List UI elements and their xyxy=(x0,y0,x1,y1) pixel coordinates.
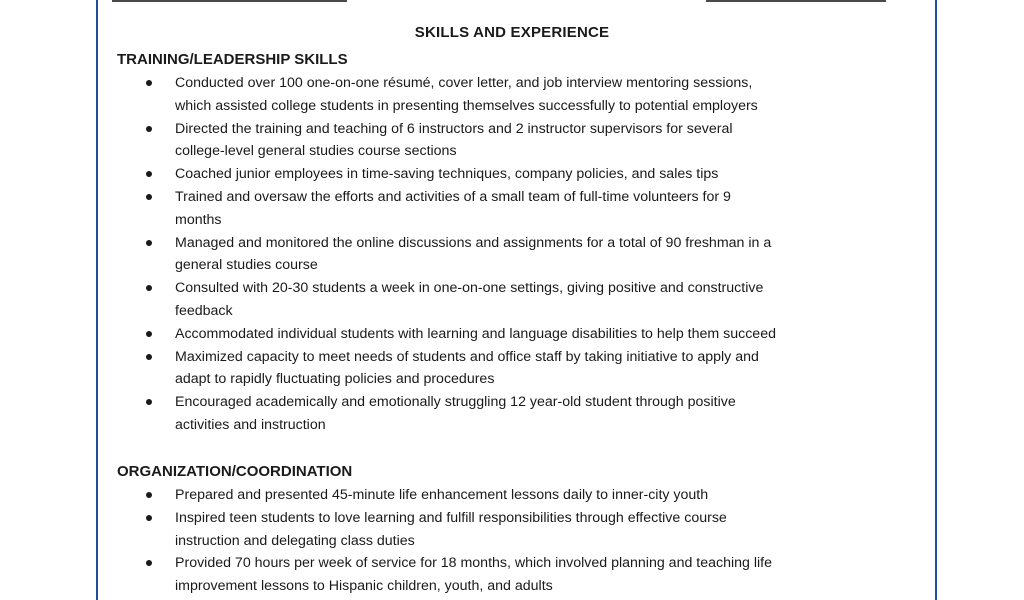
header-rule-right xyxy=(706,0,886,2)
section-heading-training: TRAINING/LEADERSHIP SKILLS xyxy=(117,51,348,68)
list-item: Prepared and presented 45-minute life enhancement lessons daily to inner-city youth xyxy=(146,484,906,507)
section-heading-organization: ORGANIZATION/COORDINATION xyxy=(117,463,353,480)
list-item: Maximized capacity to meet needs of students and office staff by taking initiative to apply and adapt to rapidly fluctuating policies and procedures xyxy=(146,346,906,392)
page-title: SKILLS AND EXPERIENCE xyxy=(414,24,610,41)
list-item: Managed and monitored the online discussions and assignments for a total of 90 freshman in a general studies course xyxy=(146,232,906,278)
bullet-icon xyxy=(146,285,152,291)
list-item: Consulted with 20-30 students a week in one-on-one settings, giving positive and constructive feedback xyxy=(146,277,906,323)
bullet-icon xyxy=(146,171,152,177)
bullet-icon xyxy=(146,560,152,566)
list-item: Accommodated individual students with learning and language disabilities to help them succeed xyxy=(146,323,906,346)
bullet-icon xyxy=(146,399,152,405)
bullet-icon xyxy=(146,240,152,246)
list-item: Trained and oversaw the efforts and activities of a small team of full-time volunteers for 9 months xyxy=(146,186,906,232)
training-bullet-list xyxy=(146,72,906,437)
bullet-icon xyxy=(146,194,152,200)
bullet-icon xyxy=(146,492,152,498)
bullet-icon xyxy=(146,126,152,132)
list-item: Conducted over 100 one-on-one résumé, cover letter, and job interview mentoring sessions, which assisted college students in presenting themselves successfully to potential employers xyxy=(146,72,906,118)
bullet-icon xyxy=(146,354,152,360)
bullet-icon xyxy=(146,80,152,86)
list-item: Directed the training and teaching of 6 instructors and 2 instructor supervisors for several college-level general studies course sections xyxy=(146,118,906,164)
header-rule-left xyxy=(112,0,347,2)
list-item: Encouraged academically and emotionally struggling 12 year-old student through positive activities and instruction xyxy=(146,391,906,437)
organization-bullet-list xyxy=(146,484,906,598)
list-item: Coached junior employees in time-saving techniques, company policies, and sales tips xyxy=(146,163,906,186)
list-item: Provided 70 hours per week of service for 18 months, which involved planning and teaching life improvement lessons to Hispanic children, youth, and adults xyxy=(146,552,906,598)
bullet-icon xyxy=(146,515,152,521)
list-item: Inspired teen students to love learning and fulfill responsibilities through effective course instruction and delegating class duties xyxy=(146,507,906,553)
bullet-icon xyxy=(146,331,152,337)
